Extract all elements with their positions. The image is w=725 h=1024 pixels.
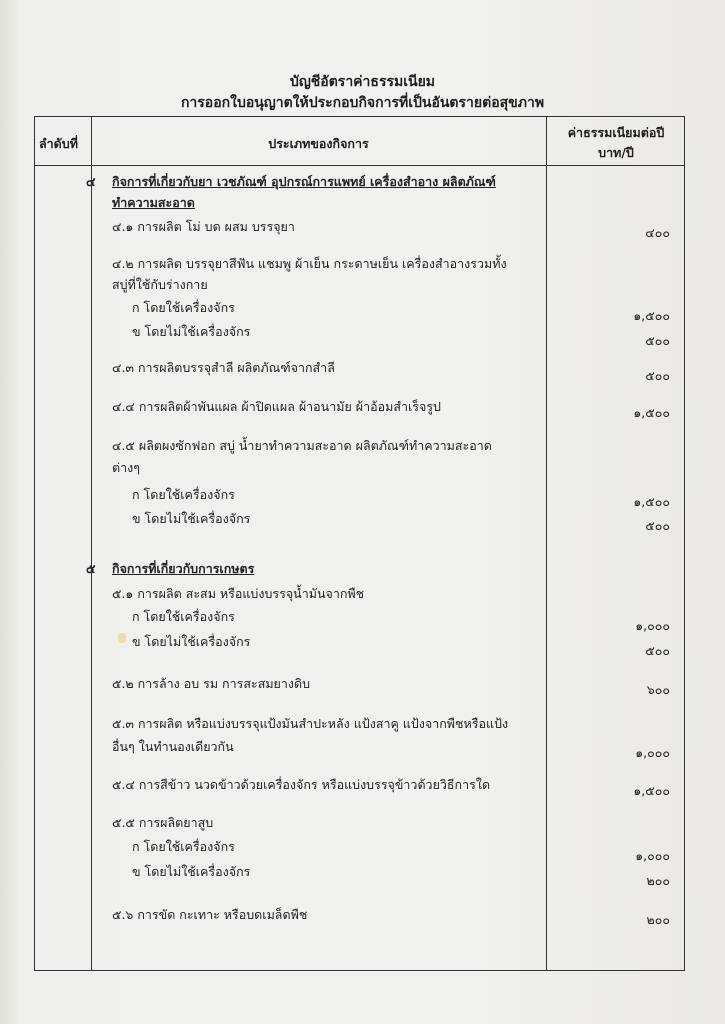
list-item: สบู่ที่ใช้กับร่างกาย — [112, 277, 208, 292]
fee-value: ๑,๕๐๐ — [633, 405, 670, 420]
list-item: ข โดยไม่ใช้เครื่องจักร — [132, 324, 251, 339]
list-item: ๕.๒ การล้าง อบ รม การสะสมยางดิบ — [112, 676, 311, 691]
list-item: อื่นๆ ในทำนองเดียวกัน — [112, 739, 234, 754]
fee-value: ๕๐๐ — [645, 518, 670, 533]
fee-value: ๑,๐๐๐ — [635, 745, 670, 760]
group-heading: กิจการที่เกี่ยวกับการเกษตร — [112, 561, 255, 576]
document-title: บัญชีอัตราค่าธรรมเนียม — [289, 74, 436, 90]
fee-value: ๒๐๐ — [646, 873, 670, 888]
column-divider — [546, 117, 547, 970]
paper-stain — [118, 633, 126, 643]
fee-value: ๒๐๐ — [646, 912, 670, 927]
list-item: ก โดยใช้เครื่องจักร — [132, 839, 235, 854]
list-item: ๔.๒ การผลิต บรรจุยาสีฟัน แชมพู ผ้าเย็น กระดาษเย็น เครื่องสำอางรวมทั้ง — [112, 256, 507, 271]
list-item: ๕.๓ การผลิต หรือแบ่งบรรจุแป้งมันสำปะหลัง แป้งสาคู แป้งจากพืชหรือแป้ง — [112, 716, 509, 731]
list-item: ก โดยใช้เครื่องจักร — [132, 487, 235, 502]
list-item: ๕.๖ การขัด กะเทาะ หรือบดเมล็ดพืช — [112, 907, 308, 922]
fee-value: ๕๐๐ — [645, 643, 670, 658]
group-heading: ทำความสะอาด — [112, 195, 195, 210]
fee-value: ๖๐๐ — [646, 682, 670, 697]
column-header-fee: ค่าธรรมเนียมต่อปี — [567, 125, 665, 140]
column-header-number: ลำดับที่ — [39, 136, 78, 151]
fee-value: ๑,๕๐๐ — [633, 308, 670, 323]
fee-value: ๕๐๐ — [645, 368, 670, 383]
list-item: ก โดยใช้เครื่องจักร — [132, 300, 235, 315]
header-divider — [35, 165, 684, 166]
list-item: ๕.๕ การผลิตยาสูบ — [112, 815, 214, 830]
group-number: ๕ — [86, 561, 96, 576]
list-item: ๕.๑ การผลิต สะสม หรือแบ่งบรรจุน้ำมันจากพืช — [112, 586, 365, 601]
fee-value: ๑,๐๐๐ — [635, 618, 670, 633]
list-item: ๔.๑ การผลิต โม่ บด ผสม บรรจุยา — [112, 219, 295, 234]
list-item: ข โดยไม่ใช้เครื่องจักร — [132, 634, 251, 649]
column-divider — [91, 117, 92, 970]
list-item: ข โดยไม่ใช้เครื่องจักร — [132, 511, 251, 526]
fee-value: ๑,๕๐๐ — [633, 494, 670, 509]
group-heading: กิจการที่เกี่ยวกับยา เวชภัณฑ์ อุปกรณ์การแพทย์ เครื่องสำอาง ผลิตภัณฑ์ — [112, 174, 496, 189]
document-subtitle: การออกใบอนุญาตให้ประกอบกิจการที่เป็นอันตรายต่อสุขภาพ — [180, 95, 545, 111]
fee-value: ๕๐๐ — [645, 333, 670, 348]
list-item: ต่างๆ — [112, 460, 140, 475]
list-item: ๔.๕ ผลิตผงซักฟอก สบู่ น้ำยาทำความสะอาด ผลิตภัณฑ์ทำความสะอาด — [112, 438, 492, 453]
fee-value: ๑,๕๐๐ — [633, 783, 670, 798]
list-item: ๕.๔ การสีข้าว นวดข้าวด้วยเครื่องจักร หรือแบ่งบรรจุข้าวด้วยวิธีการใด — [112, 777, 491, 792]
group-number: ๔ — [86, 174, 96, 189]
column-header-type: ประเภทของกิจการ — [268, 136, 369, 151]
fee-value: ๔๐๐ — [645, 225, 670, 240]
column-header-fee-unit: บาท/ปี — [598, 145, 634, 160]
list-item: ๔.๔ การผลิตผ้าพันแผล ผ้าปิดแผล ผ้าอนามัย ผ้าอ้อมสำเร็จรูป — [112, 399, 441, 414]
list-item: ๔.๓ การผลิตบรรจุสำลี ผลิตภัณฑ์จากสำลี — [112, 360, 335, 375]
fee-value: ๑,๐๐๐ — [635, 848, 670, 863]
list-item: ข โดยไม่ใช้เครื่องจักร — [132, 864, 251, 879]
list-item: ก โดยใช้เครื่องจักร — [132, 609, 235, 624]
